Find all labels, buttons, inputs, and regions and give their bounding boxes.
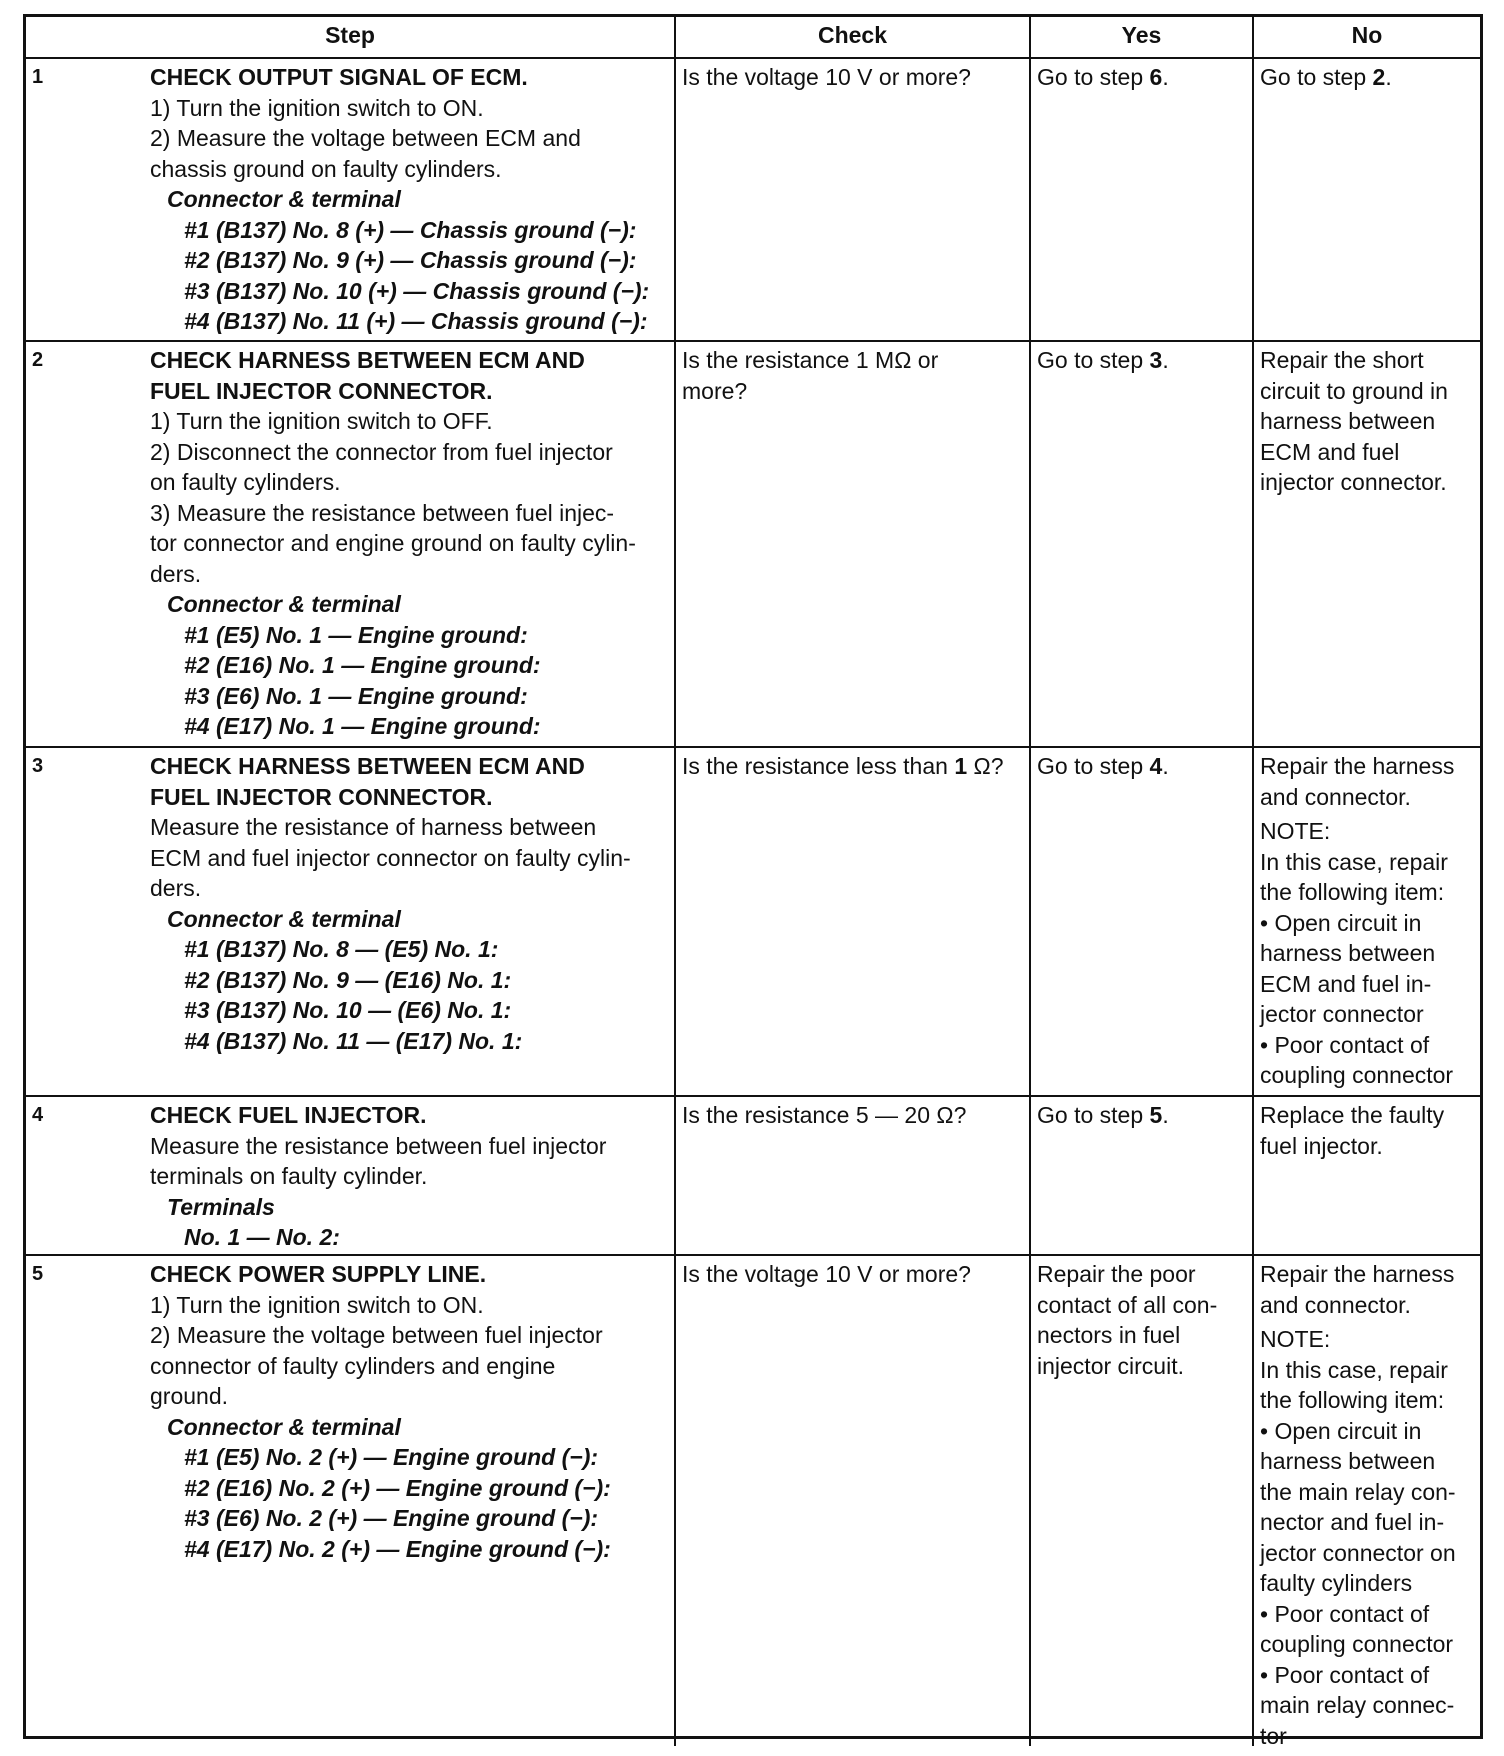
table-header-row <box>26 17 1480 59</box>
step-body <box>150 751 668 1092</box>
check-text: more? <box>682 377 748 404</box>
step-line: 2) Measure the voltage between fuel injector <box>150 1322 603 1348</box>
check-cell <box>676 342 1031 746</box>
step-title: CHECK HARNESS BETWEEN ECM AND <box>150 347 585 373</box>
step-cell <box>26 59 676 340</box>
no-text: and connector. <box>1260 1291 1411 1318</box>
yes-text: Go to step <box>1037 64 1150 90</box>
terminal-line: #3 (E6) No. 2 (+) — Engine ground (−): <box>184 1505 599 1531</box>
step-line: chassis ground on faulty cylinders. <box>150 155 502 182</box>
no-text: and connector. <box>1260 783 1411 810</box>
no-text: In this case, repair <box>1260 1356 1448 1383</box>
no-cell <box>1254 342 1480 746</box>
table-row-step-2 <box>26 342 1480 748</box>
no-text: Replace the faulty <box>1260 1102 1445 1128</box>
check-text: Ω? <box>967 753 1004 779</box>
no-text: the following item: <box>1260 879 1445 905</box>
header-yes: Yes <box>1031 17 1254 57</box>
table-row-step-5 <box>26 1256 1480 1749</box>
yes-cell <box>1031 748 1254 1095</box>
table-row-step-3 <box>26 748 1480 1097</box>
step-cell <box>26 748 676 1095</box>
step-line: on faulty cylinders. <box>150 469 341 495</box>
terminal-line: #4 (E17) No. 1 — Engine ground: <box>184 713 541 739</box>
yes-text: Repair the poor <box>1037 1261 1196 1287</box>
check-cell <box>676 748 1031 1095</box>
yes-cell <box>1031 1097 1254 1254</box>
step-title: CHECK POWER SUPPLY LINE. <box>150 1261 487 1287</box>
step-body <box>150 1100 668 1251</box>
no-text: tor <box>1260 1722 1287 1749</box>
header-no: No <box>1351 22 1383 48</box>
yes-cell <box>1031 342 1254 746</box>
step-number: 2 <box>32 349 44 371</box>
yes-cell <box>1031 59 1254 340</box>
no-text: Go to step <box>1260 64 1373 90</box>
step-title: CHECK OUTPUT SIGNAL OF ECM. <box>150 64 528 90</box>
terminal-line: #1 (B137) No. 8 — (E5) No. 1: <box>184 936 499 962</box>
step-line: 1) Turn the ignition switch to OFF. <box>150 408 493 434</box>
terminal-line: #4 (B137) No. 11 (+) — Chassis ground (−): <box>184 308 648 334</box>
terminal-line: #1 (E5) No. 2 (+) — Engine ground (−): <box>184 1444 599 1470</box>
yes-text: nectors in fuel <box>1037 1322 1181 1348</box>
no-text: Repair the harness <box>1260 753 1455 779</box>
step-line: 3) Measure the resistance between fuel injec- <box>150 499 615 526</box>
yes-text: Go to step <box>1037 347 1150 373</box>
step-line: 2) Disconnect the connector from fuel injector <box>150 438 613 465</box>
step-title: FUEL INJECTOR CONNECTOR. <box>150 783 493 810</box>
no-cell <box>1254 1256 1480 1749</box>
table-row-step-4 <box>26 1097 1480 1256</box>
no-text: harness between <box>1260 1448 1436 1474</box>
no-text: Repair the harness <box>1260 1261 1455 1287</box>
yes-text: injector circuit. <box>1037 1352 1184 1379</box>
no-text: coupling connector <box>1260 1062 1454 1088</box>
no-text: • Poor contact of <box>1260 1661 1430 1688</box>
step-cell <box>26 342 676 746</box>
yes-text: . <box>1162 347 1169 373</box>
step-subheading: Terminals <box>167 1193 275 1220</box>
terminal-line: #4 (E17) No. 2 (+) — Engine ground (−): <box>184 1535 611 1562</box>
yes-step-number: 4 <box>1149 753 1163 779</box>
no-text: harness between <box>1260 408 1436 434</box>
no-text: circuit to ground in <box>1260 377 1448 404</box>
yes-text: Go to step <box>1037 753 1150 779</box>
step-line: 2) Measure the voltage between ECM and <box>150 125 581 151</box>
yes-step-number: 5 <box>1149 1102 1163 1128</box>
no-text: the main relay con- <box>1260 1478 1456 1505</box>
no-text: jector connector on <box>1260 1539 1456 1566</box>
yes-text: Go to step <box>1037 1102 1150 1128</box>
no-cell <box>1254 59 1480 340</box>
no-text: jector connector <box>1260 1001 1424 1027</box>
step-line: ground. <box>150 1383 229 1409</box>
no-cell <box>1254 748 1480 1095</box>
no-text: main relay connec- <box>1260 1692 1455 1718</box>
terminal-line: #4 (B137) No. 11 — (E17) No. 1: <box>184 1027 523 1054</box>
yes-step-number: 6 <box>1149 64 1163 90</box>
header-check: Check <box>676 17 1031 57</box>
terminal-line: #1 (B137) No. 8 (+) — Chassis ground (−): <box>184 216 637 243</box>
no-text: ECM and fuel in- <box>1260 970 1432 997</box>
check-text: Is the resistance less than <box>682 753 955 779</box>
step-line: ECM and fuel injector connector on faulty cylin- <box>150 844 631 871</box>
step-line: 1) Turn the ignition switch to ON. <box>150 1291 484 1318</box>
step-cell <box>26 1097 676 1254</box>
check-cell <box>676 1097 1031 1254</box>
no-text: In this case, repair <box>1260 848 1448 875</box>
step-line: Measure the resistance between fuel injector <box>150 1132 607 1159</box>
step-number: 4 <box>32 1104 44 1126</box>
diagnostic-table <box>23 14 1483 1749</box>
no-text: the following item: <box>1260 1387 1445 1413</box>
step-subheading: Connector & terminal <box>167 591 401 617</box>
no-text: • Open circuit in <box>1260 1417 1422 1444</box>
check-text: Is the resistance 1 MΩ or <box>682 347 939 373</box>
step-body <box>150 1259 668 1743</box>
terminal-line: #3 (B137) No. 10 (+) — Chassis ground (−): <box>184 277 650 304</box>
step-title: CHECK FUEL INJECTOR. <box>150 1102 427 1128</box>
step-line: ders. <box>150 875 202 901</box>
no-text: • Poor contact of <box>1260 1600 1430 1627</box>
terminal-line: #2 (E16) No. 1 — Engine ground: <box>184 652 541 678</box>
no-text: nector and fuel in- <box>1260 1509 1445 1535</box>
terminal-line: #2 (B137) No. 9 — (E16) No. 1: <box>184 966 512 993</box>
step-subheading: Connector & terminal <box>167 905 401 932</box>
check-text: Is the resistance 5 — 20 Ω? <box>682 1102 967 1128</box>
step-number: 1 <box>32 66 44 88</box>
no-text: . <box>1385 64 1392 90</box>
header-step: Step <box>26 17 676 57</box>
no-text: Repair the short <box>1260 347 1424 373</box>
yes-text: . <box>1162 753 1169 779</box>
check-cell <box>676 59 1031 340</box>
no-text: coupling connector <box>1260 1631 1454 1657</box>
terminal-line: #1 (E5) No. 1 — Engine ground: <box>184 621 528 648</box>
step-title: FUEL INJECTOR CONNECTOR. <box>150 377 493 404</box>
yes-text: . <box>1162 64 1169 90</box>
no-text: fuel injector. <box>1260 1132 1383 1159</box>
terminal-line: #2 (B137) No. 9 (+) — Chassis ground (−): <box>184 247 637 273</box>
step-cell <box>26 1256 676 1746</box>
step-line: connector of faulty cylinders and engine <box>150 1352 556 1379</box>
no-text: ECM and fuel <box>1260 438 1400 465</box>
note-label: NOTE: <box>1260 1326 1331 1352</box>
step-number: 5 <box>32 1263 44 1285</box>
no-step-number: 2 <box>1372 64 1386 90</box>
step-line: 1) Turn the ignition switch to ON. <box>150 94 484 121</box>
check-text: Is the voltage 10 V or more? <box>682 1261 971 1287</box>
yes-text: contact of all con- <box>1037 1291 1218 1318</box>
no-text: injector connector. <box>1260 469 1447 495</box>
terminal-line: #3 (E6) No. 1 — Engine ground: <box>184 682 528 709</box>
step-body <box>150 62 668 337</box>
yes-text: . <box>1162 1102 1169 1128</box>
table-row-step-1 <box>26 59 1480 342</box>
no-text: • Poor contact of <box>1260 1031 1430 1058</box>
step-line: tor connector and engine ground on faulty cylin- <box>150 530 636 556</box>
check-text: Is the voltage 10 V or more? <box>682 64 971 90</box>
yes-step-number: 3 <box>1149 347 1163 373</box>
step-body <box>150 345 668 743</box>
no-text: harness between <box>1260 940 1436 966</box>
step-line: ders. <box>150 560 202 587</box>
step-subheading: Connector & terminal <box>167 1413 401 1440</box>
step-line: Measure the resistance of harness between <box>150 814 597 840</box>
terminal-line: No. 1 — No. 2: <box>184 1224 340 1250</box>
step-subheading: Connector & terminal <box>167 186 401 212</box>
yes-cell <box>1031 1256 1254 1746</box>
no-text: • Open circuit in <box>1260 909 1422 936</box>
note-label: NOTE: <box>1260 818 1331 844</box>
check-value: 1 <box>954 753 968 779</box>
no-cell <box>1254 1097 1480 1254</box>
step-number: 3 <box>32 755 44 777</box>
check-cell <box>676 1256 1031 1746</box>
terminal-line: #3 (B137) No. 10 — (E6) No. 1: <box>184 997 512 1023</box>
no-text: faulty cylinders <box>1260 1570 1413 1596</box>
step-title: CHECK HARNESS BETWEEN ECM AND <box>150 753 585 779</box>
terminal-line: #2 (E16) No. 2 (+) — Engine ground (−): <box>184 1474 611 1501</box>
step-line: terminals on faulty cylinder. <box>150 1163 428 1189</box>
